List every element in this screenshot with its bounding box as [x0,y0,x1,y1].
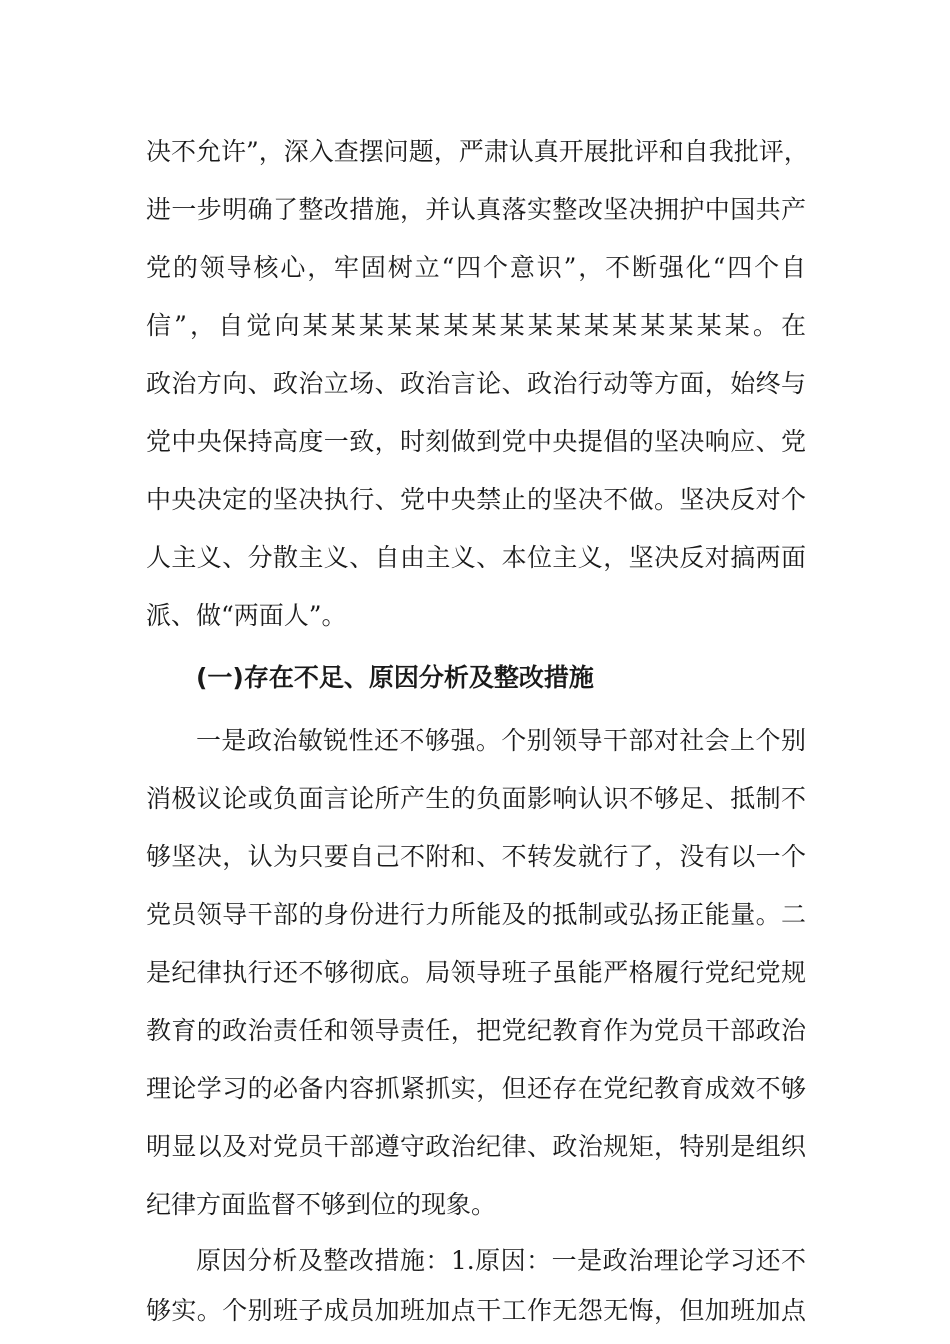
body-text-line: 派、做“两面人”。 [146,601,347,630]
body-text-line: 进一步明确了整改措施，并认真落实整改坚决拥护中国共产 [146,195,806,224]
body-text-line: 人主义、分散主义、自由主义、本位主义，坚决反对搞两面 [146,543,806,572]
body-text-line: 决不允许”，深入查摆问题，严肃认真开展批评和自我批评， [146,137,809,166]
body-text-line: 党员领导干部的身份进行力所能及的抵制或弘扬正能量。二 [146,900,806,929]
body-text-line: 原因分析及整改措施：1.原因：一是政治理论学习还不 [196,1246,806,1275]
body-text-line: 中央决定的坚决执行、党中央禁止的坚决不做。坚决反对个 [146,485,806,514]
body-text-line: 消极议论或负面言论所产生的负面影响认识不够足、抵制不 [146,784,806,813]
body-text-line: 信”，自觉向某某某某某某某某某某某某某某某某。在 [146,311,806,340]
body-text-line: 理论学习的必备内容抓紧抓实，但还存在党纪教育成效不够 [146,1074,806,1103]
body-text-line: 明显以及对党员干部遵守政治纪律、政治规矩，特别是组织 [146,1132,806,1161]
body-text-line: 纪律方面监督不够到位的现象。 [146,1190,497,1219]
body-text-line: 政治方向、政治立场、政治言论、政治行动等方面，始终与 [146,369,806,398]
body-text-line: 够实。个别班子成员加班加点干工作无怨无悔，但加班加点 [146,1296,806,1325]
body-text-line: 够坚决，认为只要自己不附和、不转发就行了，没有以一个 [146,842,806,871]
body-text-line: 是纪律执行还不够彻底。局领导班子虽能严格履行党纪党规 [146,958,806,987]
body-text-line: 党中央保持高度一致，时刻做到党中央提倡的坚决响应、党 [146,427,806,456]
body-text-line: 教育的政治责任和领导责任，把党纪教育作为党员干部政治 [146,1016,806,1045]
body-text-line: 一是政治敏锐性还不够强。个别领导干部对社会上个别 [196,726,806,755]
body-text-line: 党的领导核心，牢固树立“四个意识”，不断强化“四个自 [146,253,806,282]
section-heading: (一)存在不足、原因分析及整改措施 [196,663,594,692]
